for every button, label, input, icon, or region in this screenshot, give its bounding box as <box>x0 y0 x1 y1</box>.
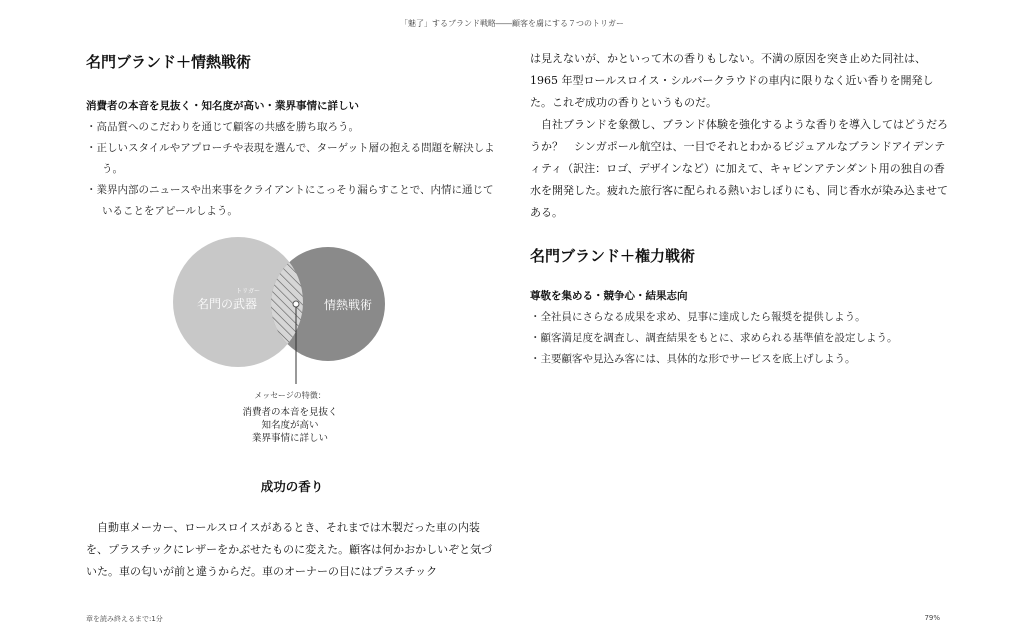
body-paragraph: は見えないが、かといって木の香りもしない。不満の原因を突き止めた同社は、1965 年型ロールスロイス・シルバークラウドの車内に限りなく近い香りを開発した。これぞ成功の香りというものだ。 <box>530 52 934 109</box>
list-item: ・ 正しいスタイルやアプローチや表現を選んで、ターゲット層の抱える問題を解決しよう。 <box>86 138 498 180</box>
body-paragraph: 自動車メーカー、ロールスロイスがあるとき、それまでは木製だった車の内装を、プラスチックにレザーをかぶせたものに変えた。顧客は何かおかしいぞと気づいた。車の匂いが前と違うからだ。車のオーナーの目にはプラスチック <box>86 521 493 578</box>
venn-message-line: 消費者の本音を見抜く <box>242 407 338 418</box>
reading-time: 章を読み終えるまで:1分 <box>86 615 163 623</box>
list-item: ・ 顧客満足度を調査し、調査結果をもとに、求められる基準値を設定しよう。 <box>530 328 948 349</box>
venn-diagram <box>170 232 400 452</box>
venn-message-title: メッセージの特徴： <box>254 391 326 400</box>
section-title-power: 名門ブランド＋権力戦術 <box>530 247 696 265</box>
left-column <box>86 52 498 222</box>
venn-right-label: 情熱戦術 <box>323 298 373 312</box>
section-title-passion: 名門ブランド＋情熱戦術 <box>86 53 252 71</box>
venn-left-ruby: トリガー <box>236 288 260 295</box>
subhead-power: 尊敬を集める・競争心・結果志向 <box>530 290 688 302</box>
bullet-list-power <box>530 307 948 370</box>
venn-message-line: 知名度が高い <box>261 420 319 431</box>
left-lower <box>86 476 498 583</box>
body-paragraph: 自社ブランドを象徴し、ブランド体験を強化するような香りを導入してはどうだろうか？ シンガポール航空は、一目でそれとわかるビジュアルなブランドアイデンティティ（訳注：ロゴ、デザインなど）に加えて、キャビンアテンダント用の独自の香水を開発した。疲れた旅行客に配られる熱いおしぼりにも、同じ香水が染み込ませてある。 <box>530 118 948 219</box>
book-title-header: 「魅了」するブランド戦略――顧客を虜にする７つのトリガー <box>400 19 624 28</box>
list-item: ・ 全社員にさらなる成果を求め、見事に達成したら報奨を提供しよう。 <box>530 307 948 328</box>
venn-left-label: 名門の武器 <box>196 297 258 311</box>
list-item: ・ 高品質へのこだわりを通じて顧客の共感を勝ち取ろう。 <box>86 117 498 138</box>
list-item: ・ 業界内部のニュースや出来事をクライアントにこっそり漏らすことで、内情に通じていることをアピールしよう。 <box>86 180 498 222</box>
section-title-scent: 成功の香り <box>260 479 324 494</box>
reading-progress: 79% <box>924 614 940 622</box>
venn-svg <box>170 232 400 452</box>
venn-message-line: 業界事情に詳しい <box>251 433 329 444</box>
bullet-list-passion <box>86 117 498 222</box>
right-column <box>530 48 948 370</box>
list-item: ・ 主要顧客や見込み客には、具体的な形でサービスを底上げしよう。 <box>530 349 948 370</box>
venn-center-dot <box>293 301 299 307</box>
subhead-passion: 消費者の本音を見抜く・知名度が高い・業界事情に詳しい <box>86 100 359 112</box>
